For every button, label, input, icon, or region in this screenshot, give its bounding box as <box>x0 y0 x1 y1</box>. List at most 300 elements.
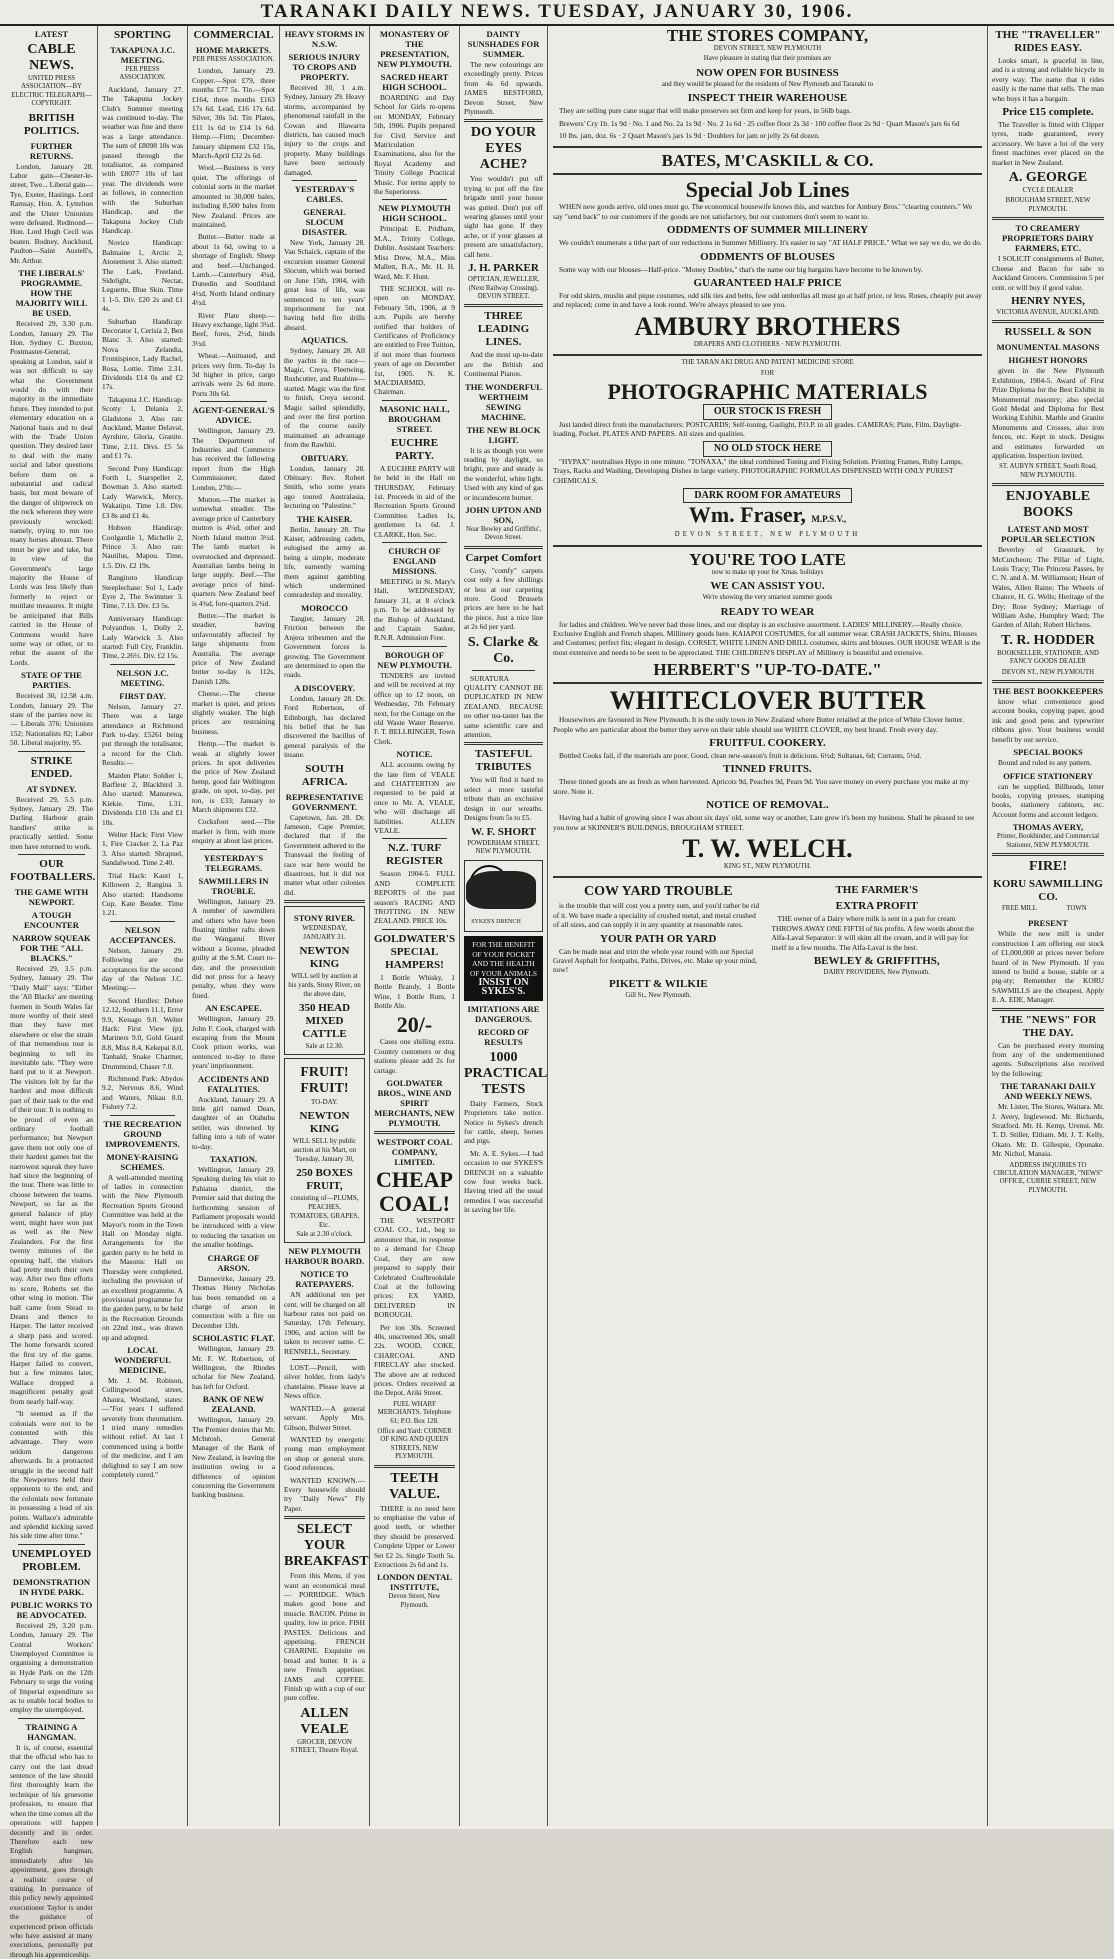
nyes-name: HENRY NYES, <box>1011 294 1085 307</box>
high-school-text: THE SCHOOL will re-open on MONDAY, February 5th, 1906, at 9 a.m. Pupils are hereby notified that holders of Certificates of Proficiency are entitled to Free Tuition, if not more than fourteen years of age on December 1st, 1905. N. K. MACDIARMID, Chairman. <box>374 283 455 397</box>
nelson-acceptances-heading: NELSON ACCEPTANCES. <box>109 924 176 945</box>
eyes-ache-heading: DO YOUR EYES ACHE? <box>470 125 537 173</box>
dark-room: DARK ROOM FOR AMATEURS <box>683 488 851 503</box>
columns <box>6 26 1108 1959</box>
column-shop-ads <box>460 26 548 1826</box>
stores-invite: and they would be pleased for the residents of New Plymouth and Taranaki to <box>661 80 874 88</box>
special-books: SPECIAL BOOKS <box>1013 747 1083 758</box>
obituary-text: London, January 28. Obituary: Rev. Robert Smith, who some years ago toured Australasia, lecturing on "Palestine." <box>284 463 365 511</box>
hobson-handicap: Hobson Handicap: Coolgardie 1, Michelle 2, Prince 3. Also ran: Nautilus, Mapou. Time, 1.5. Div. £2 19s. <box>102 523 183 570</box>
hyde-park-heading: DEMONSTRATION IN HYDE PARK. <box>12 1576 91 1597</box>
coal-prices: Per ton 30s. Screened 40s, unscreened 30s, small 22s. WOOD, COKE, CHARCOAL AND FIRECLAY also stocked. The above are at reduced prices. Orders received at the Depot, Ariki Street. <box>374 1322 455 1398</box>
british-politics-text: London, January 28. Labor gain—Chester-le-street, Twe... Liberal gain—Tye, Exeter, Hastings. Lord Ramsay, Hon. A. Lyttelton and the Ulster Unionists were defeated. Redmond—Hon. Lord Hugh Cecil was beaten. Bodney, Aucklund, Paulton—Saint Austell's, Mr. Arthur. <box>10 161 93 265</box>
ratepayers-heading: NOTICE TO RATEPAYERS. <box>295 1269 354 1290</box>
george-sub: CYCLE DEALER <box>1022 187 1074 195</box>
bookkeepers-heading: THE BEST BOOKKEEPERS <box>992 686 1104 697</box>
hamper-note: Cases one shilling extra. Country customers or dog stations please add 2s for cartage. <box>374 1037 455 1075</box>
stores-inspect: INSPECT THEIR WAREHOUSE <box>687 92 848 105</box>
too-late-sub: now to make up your for Xmas. holidays <box>711 568 824 576</box>
pianos-text: And the most up-to-date are the British and Continental Pianos. <box>464 350 543 379</box>
sacred-heart-heading: SACRED HEART HIGH SCHOOL. <box>380 72 449 92</box>
path-yard-heading: YOUR PATH OR YARD <box>600 932 717 945</box>
butter-ad <box>553 687 982 878</box>
books-sub: LATEST AND MOST POPULAR SELECTION <box>1001 524 1095 545</box>
bookkeepers-text: know what convenience good account books, copying paper, good ink and good pens and typewriter ribbons give. Your business would benefit by our service. <box>992 697 1104 744</box>
record-results-heading: RECORD OF RESULTS <box>477 1026 530 1047</box>
fruit-body: WILL SELL by public auction at his Mart, on Tuesday, January 30, <box>292 1137 357 1164</box>
russell-sub: MONUMENTAL MASONS <box>996 342 1100 353</box>
mutton-text: Mutton.—The market is somewhat steadier. The average price of Canterbury mutton is 4¼d, other and North Island mutton 3½d. The lamb market is overstocked and depressed. Australian lambs being in large supply. Beef.—The average price of hind-quarters New Zealand beef is 4¾d, fore-quarters 2¼d. <box>192 495 275 608</box>
agent-text: Wellington, January 29. The Department of Industries and Commerce has received the following report from the High Commissioner, dated London, 27th:— <box>192 426 275 492</box>
metals-text: London, January 29. Copper.—Spot £79, three months £77 5s. Tin.—Spot £164, three months £163 17s 6d. Lead, £16 17s 6d. Silver, 30s 5d. Tin Plates, £11 1s 6d to £14 1s 6d. Hemp.—Firm; December-January shipment £32 15s, March-April £32 2s 6d. <box>192 66 275 161</box>
sawmillers-text: Wellington, January 29. A number of sawmillers and others who have been floating timber rafts down the Wanganui River without a license, pleaded guilty at the S.M. Court to-day, and the prosecution did not press for a heavy penalty, when they were fined. <box>192 896 275 1000</box>
fraser-qualification: M.P.S.V., <box>811 514 847 525</box>
traveller-text: Looks smart, is graceful in line, and is a strong and reliable bicycle in every way. The name that it rides easily is the name that sells. The man who buys it has a bargain. <box>992 56 1104 103</box>
borough-text: TENDERS are invited and will be received at my office up to 12 noon, on Wednesday, 7th February next, for the Cottage on the old Waste Water Reserve. F. T. BELLRINGER, Town Clerk. <box>374 670 456 746</box>
assist-heading: WE CAN ASSIST YOU. <box>710 580 825 593</box>
photo-chemicals-text: "HYPAX" neutralises Hypo in one minute. "TONAXA," the ideal combined Toning and Fixing Solution. Printing Frames, Ruby Lamps, Trays, Racks and Washing, Developing Dishes in large variety. PHOTOGRAPHIC FORMULAS DISPENSED WITH ONLY PUREST CHEMICALS. <box>553 456 963 485</box>
hodder-sub: BOOKSELLER, STATIONER, AND FANCY GOODS DEALER <box>997 649 1099 666</box>
fraser-address: DEVON STREET, NEW PLYMOUTH <box>674 531 861 539</box>
whiteclover-text: Housewives are favoured in New Plymouth. It is the only town in New Zealand where Butter retailed at the price of White Clover butter. People who are particular about the butter they serve on their table should use WHITE CLOVER, my best brand. Fresh every day. <box>553 715 964 734</box>
stores-company-ad <box>553 26 982 148</box>
sacred-heart-text: BOARDING and Day School for Girls re-opens on MONDAY, February 5th, 1906. Pupils prepared for Civil Service and Matriculation Examinations, also for the Royal Academy and Trinity College Practical Music. For terms apply to the Superioress. <box>374 93 455 197</box>
latest-label: LATEST <box>34 29 69 39</box>
traveller-heading: THE "TRAVELLER" RIDES EASY. <box>995 29 1101 54</box>
sykes-imitations: IMITATIONS ARE DANGEROUS. <box>467 1003 540 1024</box>
koru-text: While the new mill is under construction I am offering our stock of £1,000,000 at prices never before heard of in New Plymouth. If you intend to build a house, stable or a pig-sty; Remember the KORU SAWMILLS are the cheapest. Apply E. A. EDE, Manager. <box>992 929 1104 1005</box>
half-price-heading: GUARANTEED HALF PRICE <box>693 277 842 290</box>
welter-hack: Welter Hack: First View 1, Fire Cracker 2, La Paz 3. Also started: Shrapnel, Sandalwood. Time 2.40. <box>102 830 183 868</box>
stores-prices-2: 10 lbs. jam, doz. 6s · 2 Quart Mason's jars 1s 9d · Doublers for jam or jelly 2s 6d dozen. <box>559 131 820 141</box>
liberal-programme-heading: THE LIBERALS' PROGRAMME. HOW THE MAJORITY WILL BE USED. <box>15 268 88 319</box>
column-notices <box>370 26 460 1826</box>
arson-heading: CHARGE OF ARSON. <box>207 1252 260 1273</box>
wool-text: Wool.—Business is very quiet. The offerings of colonial sorts in the market amounted to 30,000 bales, including 8,500 bales from New Zealand. Prices are maintained. <box>192 163 275 229</box>
tinned-text: These tinned goods are as fresh as when harvested. Apricots 9d, Peaches 9d, Pears 9d. You save money on every purchase you make at my store. Note it. <box>553 777 969 796</box>
kaiser-text: Berlin, January 28. The Kaiser, addressing cadets, eulogised the army as being a simple, moderate life, earnestly warning them against gambling which undermined comradeship and morality. <box>284 524 365 600</box>
sporting-credit: PER PRESS ASSOCIATION. <box>119 66 166 82</box>
injury-heading: SERIOUS INJURY TO CROPS AND PROPERTY. <box>288 52 361 82</box>
hangman-text: It is, of course, essential that the official who has to carry out the last dread sentence of the law should first thoroughly learn the technique of his gruesome profession, to ensure that when the time comes all the operations will happen decently and in order. Therefore each new English hangman, immediately after his appointment, goes through a realistic course of training. In pursuance of this policy newly appointed executioner Taylor is under the guidance of experienced prison officials who have assisted at many executions, personally put through his apprenticeship. <box>10 1742 93 1959</box>
obituary-heading: OBITUARY. <box>300 452 349 463</box>
rangitoto-handicap: Rangitoto Handicap Steeplechase: Sol 1, Lady Eyre 2, The Swimmer 3. Time, 7.13. Div. £3 5s. <box>102 573 183 611</box>
sawmillers-heading: SAWMILLERS IN TROUBLE. <box>198 875 269 896</box>
newton-king-name: NEWTON KING <box>299 945 350 971</box>
stores-sugar: They are selling pure cane sugar that will make preserves set firm and keep for years, in 56lb bags. <box>559 106 852 116</box>
extra-profit: EXTRA PROFIT <box>835 900 918 913</box>
column-cable-news <box>6 26 98 1959</box>
masthead: TARANAKI DAILY NEWS. TUESDAY, JANUARY 30, 1906. <box>0 0 1114 26</box>
goldwater-bros: GOLDWATER BROS., WINE AND SPIRIT MERCHANTS, NEW PLYMOUTH. <box>374 1078 455 1129</box>
london-dental-address: Devon Street, New Plymouth. <box>388 1593 441 1609</box>
traveller-text-2: The Traveller is fitted with Clipper tyres, trade guaranteed, every accessory. We have a lot of the very finest machines ever placed on the market in New Zealand. <box>992 120 1104 167</box>
nelson-text: Nelson, January 27. There was a large attendance at Richmond Park to-day. £5261 being put through the totalisator, a record for the Club. Results:— <box>102 701 183 768</box>
state-parties-text: Received 30, 12.58 a.m. London, January 29. The state of the parties now is:— Liberals 376; Unionists 152; Nationalists 82; Labor 50. Liberal majority, 95. <box>10 691 93 748</box>
novice-handicap: Novice Handicap: Balmaine 1, Arctic 2, Atonement 3. Also started: The Lark, Freeland, Sidelight, Nectar, Leguette, Blue Skin. Time 1 1-5. Div. £20 2s and £1 4s. <box>102 238 183 314</box>
public-works-heading: PUBLIC WORKS TO BE ADVOCATED. <box>10 1599 93 1620</box>
carpet-text: Cosy, "comfy" carpets cost only a few shillings or less at our carpeting store. Good Brussels prices are here to be had the piece. Just a nice line at 2s 6d per yard. <box>464 565 543 632</box>
stores-title: THE STORES COMPANY, <box>666 26 869 45</box>
photographic-materials: PHOTOGRAPHIC MATERIALS <box>607 379 928 405</box>
column-storms-ads <box>280 26 370 1826</box>
summer-millinery-heading: ODDMENTS OF SUMMER MILLINERY <box>666 224 869 237</box>
cow-yard-heading: COW YARD TROUBLE <box>583 884 733 900</box>
butter-text: Butter.—The market is steadier, having unfavourably affected by large shipments from Australia. The average price of New Zealand butter to-day is 112s, Danish 128s. <box>192 610 275 686</box>
taxation-heading: TAXATION. <box>209 1154 258 1165</box>
accidents-text: Auckland, January 29. A little girl named Dean, daughter of an Otahuhu settler, was drowned by falling into a tub of water to-day. <box>192 1094 275 1151</box>
parker-name: J. H. PARKER <box>468 262 539 275</box>
storms-text: Received 30, 1 a.m. Sydney, January 29. Heavy storms, accompanied by phenomenal rainfall in the Cowan and Illawarra districts, has caused much injury to the crops and property. Many buildings have been seriously damaged. <box>284 83 365 177</box>
scholastic-heading: SCHOLASTIC FLAT. <box>192 1333 275 1344</box>
recreation-text: A well-attended meeting of ladies in connection with the New Plymouth Recreation Sports Ground Committee was held at the Mayor's room in the Town Hall on Monday night. Arrangements for the garden party to be held in the Masonic Hall on Thursday were completed, including the provision of an excellent programme. A provisional programme for the garden party, to be held in the Recreation Grounds on 22nd inst., was drawn up and adopted. <box>102 1172 183 1342</box>
scholastic-text: Wellington, January 29. Mr. F. W. Robertson, of Wellington, the Rhodes scholar for New Zealand, has left for Oxford. <box>192 1344 275 1391</box>
discovery-heading: A DISCOVERY. <box>294 682 355 693</box>
maiden-plate: Maiden Plate: Soldier 1, Barfleur 2, Blackbird 3. Also started: Manurewa, Kiekie. Time, 1.31. Dividends £10 13s and £1 10s. <box>102 770 183 827</box>
tough-encounter-heading: A TOUGH ENCOUNTER <box>24 910 79 930</box>
liberal-programme-text: Received 29, 3.30 p.m. London, January 29. The Hon. Sydney C. Buxton, Postmaster-General, speaking at London, said it was not difficult to say what the Government would do with their majority in the immediate future. They intended to put elementary education on a National basis and to deal with the Trade Union question. They desired later to deal with the many social and labor questions before them on a substantial and radical basis, but most beware of the danger of shipwreck on the rock whereon they were previously wrecked; namely, trying to run too many horses abreast. There must be give and take, but in view of the Government's large majority the House of Lords was less likely than formerly to reject or mutilate measures. It might be anticipated that Bills carried in the House of Commons would have some way or other, or to rebut the assent of the Lords. <box>10 319 93 667</box>
job-lines-text: WHEN new goods arrive, old ones must go. The economical housewife knows this, and watches for Ambury Bros.' "clearing counters." We say "send back" to our customers if the goods are not satisfactory, but our customers don't seem to want to. <box>553 202 973 221</box>
masonic-hall-heading: MASONIC HALL, BROUGHAM STREET. <box>379 403 450 434</box>
assist-sub: We're showing the very smartest summer goods <box>702 594 833 602</box>
takapuna-handicap: Takapuna J.C. Handicap: Scotty 1, Delania 2, Gladstone 3. Also ran: Auckland, Master Delaval, Ayrshire, Gloria, Granite. Time, 2.11. Divs. £5 5s and £1 7s. <box>102 394 183 461</box>
boxes-fruit: 250 BOXES FRUIT, <box>296 1167 353 1193</box>
euchre-party-heading: EUCHRE PARTY. <box>390 436 439 462</box>
short-name: W. F. SHORT <box>471 825 536 838</box>
unemployed-heading: UNEMPLOYED PROBLEM. <box>11 1547 92 1573</box>
news-title: THE TARANAKI DAILY AND WEEKLY NEWS. <box>1000 1081 1096 1102</box>
sykes-drench-ad <box>464 860 543 932</box>
butter-market-text: Butter.—Butter trade at about 1s 6d, owing to a shortage of English. Sheep and beef.—Unchanged. Lamb.—Canterbury 4¾d, Dunedin and Southland 4½d, North Island ordinary 4½d. <box>192 232 275 308</box>
unemployed-text: Received 29, 3.20 p.m. London, January 29. The Central Workers' Unemployed Committee is organising a demonstration in Hyde Park on the 12th February to urge the voting of Imperial expenditure so as to enable local bodies to employ the unemployed. <box>10 1620 93 1715</box>
breakfast-heading: SELECT YOUR BREAKFAST <box>284 1522 369 1570</box>
medicine-heading: LOCAL WONDERFUL MEDICINE. <box>114 1344 171 1375</box>
creamery-heading: TO CREAMERY PROPRIETORS DAIRY FARMERS, ETC. <box>1002 223 1094 254</box>
suburban-handicap: Suburban Handicap: Decorator 1, Cerisia 2, Ben Blanc 3. Also started: Nova Zelandia, Frontispiece, Lady Rachel, Rosa, Lottie. Time 2.31. Dividends £14 0s and £2 17s. <box>102 316 183 392</box>
slocum-heading: GENERAL SLOCUM DISASTER. <box>301 207 348 238</box>
narrow-squeak-heading: NARROW SQUEAK FOR THE "ALL BLACKS." <box>12 933 91 963</box>
slocum-text: New York, January 28. Van Schaick, captain of the excursion steamer General Slocum, which was burned on June 15th, 1904, with great loss of life, was sentenced to ten years' imprisonment for not having held fire drills aboard. <box>284 238 365 332</box>
recreation-ground-heading: THE RECREATION GROUND IMPROVEMENTS. <box>103 1118 182 1149</box>
books-heading: ENJOYABLE BOOKS <box>1005 489 1091 521</box>
sykes-testimonial: Mr. A. E. Sykes.—I had occasion to use SYKES'S DRENCH on a valuable cow four weeks back. Having tried all the usual remedies I was successful in saving her life. <box>464 1148 543 1215</box>
borough-heading: BOROUGH OF NEW PLYMOUTH. <box>377 649 452 670</box>
cookery-text: Bottled Cooks fail, if the materials are poor. Good, clean new-season's fruit is delicious. 6½d; Sultanas, 6d; Currants, 5½d. <box>559 751 922 760</box>
fruit-date: TO-DAY. <box>311 1098 338 1107</box>
news-text: Can be purchased every morning from any of the undermentioned agents. Subscriptions also received by the following: <box>992 1040 1104 1078</box>
welch-address: KING ST., NEW PLYMOUTH. <box>723 863 812 871</box>
sunshades-text: The new colourings are exceedingly pretty. Prices from 4s 6d upwards. JAMES BESTFORD, Devon Street, New Plymouth. <box>464 60 543 117</box>
photo-for: FOR <box>760 369 775 377</box>
takapuna-text: Auckland, January 27. The Takapuna Jockey Club's Summer meeting was continued to-day. The weather was fine and there was a large attendance. The sum of £8098 10s was passed through the totalisator, as compared with £8077 10s of last year. The dividends were as follows, in connection with the Suburban Handicap, and the Takapuna Jockey Club Handicap. <box>102 84 183 235</box>
first-day-heading: FIRST DAY. <box>119 690 166 701</box>
farmer-ad <box>772 881 983 1002</box>
tinned-fruits: TINNED FRUITS. <box>723 763 812 776</box>
teeth-text: THERE is no need here to emphasise the value of good teeth, or whether they should be preserved. Complete Upper or Lower Set £2 2s. Single Tooth 5s. Extractions 2s 6d and 1s. <box>374 1503 455 1570</box>
classified-wanted-employment: WANTED by energetic young man employment on shop or general store. Good references. <box>284 1434 365 1473</box>
state-parties-heading: STATE OF THE PARTIES. <box>21 670 82 691</box>
path-yard-text: Can be made neat and trim the whole year round with our Special Gravel Asphalt for footpaths, Paths, Drives, etc. Make up your mind, now! <box>553 946 757 975</box>
aquatics-heading: AQUATICS. <box>301 335 348 346</box>
agent-general-heading: AGENT-GENERAL'S ADVICE. <box>192 405 275 426</box>
special-books-text: Bound and ruled to any pattern. <box>998 758 1092 768</box>
tasteful-heading: TASTEFUL TRIBUTES <box>474 748 533 774</box>
anniversary-handicap: Anniversary Handicap: Polyanthus 1, Dolly 2, Lady Warwick 3. Also started: Full Cry, Franklin. Time, 2.26½. Div. £2 15s. <box>102 613 183 661</box>
london-dental-heading: LONDON DENTAL INSTITUTE, <box>376 1572 453 1593</box>
second-hurdles: Second Hurdles: Dehee 12.12, Southern 11.1, Error 9.9, Kenago 9.0. Welter Hack: First View (p), Mariners 9.0, Gold Guard 8.8, Miss 8.4, Kekepai 8.0, Tanbald, Snake Charmer, Drummond, Chaser 7.0. <box>102 995 183 1071</box>
short-address: POWDERHAM STREET, NEW PLYMOUTH. <box>467 839 540 855</box>
pikett-address: Gill St., New Plymouth. <box>625 991 692 999</box>
news-footer: ADDRESS INQUIRIES TO CIRCULATION MANAGER, "NEWS" OFFICE, CURRIE STREET, NEW PLYMOUTH. <box>993 1161 1103 1194</box>
office-stationery: OFFICE STATIONERY <box>1003 770 1093 781</box>
fire-heading: FIRE! <box>1028 858 1068 874</box>
stony-river-heading: STONY RIVER. <box>293 913 356 924</box>
millinery-text: We couldn't enumerate a tithe part of our reductions in Summer Millinery. It's easier to say "AT HALF PRICE." What we say we do, we do do. <box>559 238 982 248</box>
bewley-name: BEWLEY & GRIFFITHS, <box>813 955 940 968</box>
yesterdays-cables-heading: YESTERDAY'S CABLES. <box>294 184 355 205</box>
stores-address: DEVON STREET, NEW PLYMOUTH <box>713 45 822 52</box>
church-text: MEETING in St. Mary's Hall, WEDNESDAY, January 31, at 8 o'clock p.m. To be addressed by the Bishop of Auckland, and Captain Sasker, R.N.R. Admission Free. <box>374 577 455 643</box>
column-right-ads <box>988 26 1108 1826</box>
fruitful-cookery: FRUITFUL COOKERY. <box>709 737 826 749</box>
column-sporting <box>98 26 188 1826</box>
trial-hack: Trial Hack: Kauri 1, Killowen 2, Rangina 3. Also started: Handsome Cup, Kate Bender. Time 1.21. <box>102 870 183 918</box>
removal-heading: NOTICE OF REMOVAL. <box>706 799 829 812</box>
avery-sub: Printer, Bookbinder, and Commercial Stationer, NEW PLYMOUTH. <box>997 833 1099 849</box>
notice-text: ALL accounts owing by the late firm of VEALE and CHATTERTON are requested to be paid at once to Mr. A. VEALE, who will discharge all liabilities. ALLEN VEALE. <box>374 760 455 835</box>
strike-text: Received 29, 5.5 p.m. Sydney, January 29. The Darling Harbour grain handlers' strike is practically settled. Some men have returned to work. <box>10 794 93 851</box>
hodder-address: DEVON ST., NEW PLYMOUTH <box>1001 668 1095 676</box>
drug-store-name: THE TARAN AKI DRUG AND PATENT MEDICINE STORE <box>681 359 854 367</box>
monastery-heading: MONASTERY OF THE PRESENTATION, NEW PLYMOUTH. <box>377 29 452 69</box>
koru-free-mill: FREE MILL <box>1002 904 1037 912</box>
turf-register-heading: N.Z. TURF REGISTER <box>386 842 443 868</box>
arson-text: Dannevirke, January 29. Thomas Henry Nicholas has been remanded on a charge of arson in connection with a fire on December 13th. <box>192 1273 275 1330</box>
cable-credit: UNITED PRESS ASSOCIATION—BY ELECTRIC TELEGRAPH—COPYRIGHT. <box>11 75 92 108</box>
news-for-day: THE "NEWS" FOR THE DAY. <box>999 1013 1097 1039</box>
newport-text-2: "It seemed as if the colonials were not to be contented with this advantage. They were seldom dangerous afterwards. In a protracted struggle in the second half the Newporters held their opponents to the end, and the colonials now fortunate in possessing a lead of six points. Wallace's admirable and splendid kicking saved his side time after time." <box>10 1409 93 1541</box>
ratepayers-text: AN additional ten per cent. will be charged on all harbour rates not paid on Saturday, 17th February, 1906, and action will be taken to recover same. C. RENNELL, Secretary. <box>284 1290 365 1356</box>
turf-register-text: Season 1904-5. FULL AND COMPLETE REPORTS of the past season's RACING AND TROTTING IN NEW ZEALAND. PRICE 10s. <box>374 869 455 926</box>
three-lines-heading: THREE LEADING LINES. <box>477 310 530 349</box>
cow-yard-text: is the trouble that will cost you a pretty sum, and you'd rather be rid of it. We have made a speciality of crushed metal, and metal crushed of all sizes, and can supply it in any quantity at reasonable rates. <box>553 901 760 930</box>
wide-advertisements <box>548 26 988 1826</box>
bank-heading: BANK OF NEW ZEALAND. <box>202 1394 265 1415</box>
teeth-value-heading: TEETH VALUE. <box>389 1470 440 1502</box>
farmer-text: THE owner of a Dairy where milk is sent in a pan for cream THROWS AWAY ONE FIFTH of his profits. A few words about the Alfa-Laval Separator: it will skim all the cream, and it will pay for itself in a few months. The Alfa-Laval is the best. <box>771 914 975 952</box>
wertheim-heading: THE WONDERFUL WERTHEIM SEWING MACHINE. <box>465 381 542 422</box>
hamper-contents: 1 Bottle Whisky, 1 Bottle Brandy, 1 Bottle Wine, 1 Bottle Rum, 1 Bottle Ale. <box>374 972 455 1011</box>
cheap-coal-heading: CHEAP COAL! <box>376 1167 453 1217</box>
half-price-text: For odd skirts, muslin and pique costumes, odd silk ties and belts, few odd umbrellas all must go at half price, or less. Roses, cheaply put away and replaced; come in and have a look round. We're always pleased to see you. <box>553 291 982 310</box>
stores-pleasure: Have pleasure in stating that their premises are <box>703 55 832 63</box>
cow-yard-ad <box>553 881 764 1002</box>
blouses-heading: ODDMENTS OF BLOUSES <box>700 250 835 263</box>
too-late-heading: YOU'RE TOO LATE <box>689 549 846 569</box>
escapee-text: Wellington, January 29. John F. Cook, charged with escaping from the Mount Cook prison works, was sentenced to-day to three years' imprisonment. <box>192 1014 275 1071</box>
strike-ended-heading: STRIKE ENDED. <box>30 754 73 780</box>
medicine-text: Mr. J. M. Robison, Collingwood street, Ahaura, Westland, states:—"For years I suffered severely from rheumatism. I tried many remedies without relief. At last I commenced using a bottle of the medicine, and I am delighted to say I am now completely cured." <box>102 1375 183 1479</box>
fruit-ad <box>284 1058 365 1243</box>
discovery-text: London, January 28. Dr. Ford Robertson, of Edinburgh, has declared his belief that he has discovered the bacillus of general paralysis of the insane. <box>284 693 365 760</box>
taxation-text: Wellington, January 29. Speaking during his visit to Pahiatua district, the Premier said that during the forthcoming session of Parliament proposals would be introduced with a view to reducing the taxation on the smaller holdings. <box>192 1165 275 1250</box>
cow-illustration <box>466 871 536 909</box>
traveller-price: Price £15 complete. <box>1002 106 1094 119</box>
stock-fresh: OUR STOCK IS FRESH <box>703 404 832 419</box>
richmond-park: Richmond Park: Abydos 9.2, Nervous 8.6, Wind and Waters, Nikau 8.0, Fishery 7.2. <box>102 1074 183 1112</box>
ambury-brothers: AMBURY BROTHERS <box>634 311 901 341</box>
russell-address: ST. AUBYN STREET, South Road, NEW PLYMOUTH. <box>999 463 1097 479</box>
goldwater-heading: GOLDWATER'S SPECIAL HAMPERS! <box>374 932 456 971</box>
south-africa-heading: SOUTH AFRICA. <box>301 762 348 788</box>
block-light-heading: THE NEW BLOCK LIGHT. <box>466 424 541 445</box>
representative-heading: REPRESENTATIVE GOVERNMENT. <box>285 791 364 812</box>
russell-name: RUSSELL & SON <box>1004 326 1092 339</box>
nyes-address: VICTORIA AVENUE, AUCKLAND. <box>996 308 1100 316</box>
ambury-subtitle: DRAPERS AND CLOTHIERS · NEW PLYMOUTH. <box>693 340 842 348</box>
kaiser-heading: THE KAISER. <box>296 513 353 524</box>
sykes-line-3: INSIST ON SYKES'S. <box>478 976 529 998</box>
george-name: A. GEORGE <box>1008 170 1088 186</box>
stores-open: NOW OPEN FOR BUSINESS <box>696 66 839 79</box>
practical-tests: 1000 PRACTICAL TESTS <box>464 1049 548 1097</box>
westport-heading: WESTPORT COAL COMPANY, LIMITED. <box>376 1137 453 1168</box>
newton-king-name-2: NEWTON KING <box>299 1110 350 1136</box>
allen-veale-address: GROCER, DEVON STREET, Theatre Royal. <box>290 1738 359 1755</box>
sporting-heading: SPORTING <box>113 29 172 41</box>
bank-text: Wellington, January 29. The Premier denies that Mr. McIntosh, General Manager of the Bank of New Zealand, is leaving the institution owing to a difference of opinion concerning the Government banking business. <box>192 1415 275 1500</box>
morocco-heading: MOROCCO <box>301 602 348 613</box>
photo-stock-text: Just landed direct from the manufacturers: POSTCARDS; Self-toning, Gaslight, P.O.P. in all grades. CAMERAS; Plate, Film, Daylight-loading, Pocket. PLATES AND PAPERS. All sizes and qualities. <box>553 419 962 438</box>
sykes-title: SYKES'S DRENCH <box>471 918 521 925</box>
classified-lost: LOST.—Pencil, with silver holder, from lady's chatelaine. Please leave at News office. <box>284 1363 365 1401</box>
office-stationery-text: can be supplied. Billheads, letter books, copying presses, stamping books, stationery cabinets, etc. Account forms and account ledgers. <box>992 781 1104 819</box>
breakfast-text: From this Menu, if you want an economical meal— PORRIDGE. Which makes good bone and muscle. BACON. Prime in quality, low in price. FISH PASTES. Delicious and appetising. FRENCH CHARINE. Exquisite on bread and butter. It is a new French appetiser. JAMS and COFFEE. Finish up with a cup of our pure coffee. <box>284 1571 365 1703</box>
fruit-list: consisting of—PLUMS, PEACHES, TOMATOES, GRAPES, Etc. <box>289 1194 360 1230</box>
koru-town: TOWN <box>1066 904 1087 912</box>
removal-text: Having had a habit of growing since I was about six days' old, some way or another, Late grew it's been my business. Shall be pleased to see you now at SKINNER'S BUILDINGS, BROUGHAM STREET. <box>553 813 975 832</box>
news-agents: Mr. Lister, The Stores, Waitara. Mr. J. Avery, Inglewood. Mr. Richards, Stratford. Mr. H. Kemp, Urenui. Mr. T. D. Stiller, Eltham. Mr. J. T. Kelly, Okato. Mr. D. Gillespie, Opunake. Mr. Nichol, Manaia. <box>992 1102 1104 1159</box>
welch-name: T. W. WELCH. <box>682 834 853 864</box>
cheese-text: Cheese.—The cheese market is quiet, and prices slightly weaker. The high prices are restraining business. <box>192 689 275 736</box>
hamper-price: 20/- <box>396 1012 433 1038</box>
bates-ad <box>553 151 982 175</box>
fuel-merchants: FUEL WHARF MERCHANTS. Telephone 61; P.O. Box 128. <box>377 1400 452 1425</box>
pikett-name: PIKETT & WILKIE <box>608 977 708 990</box>
telegrams-heading: YESTERDAY'S TELEGRAMS. <box>203 852 264 873</box>
nelson-heading: NELSON J.C. MEETING. <box>116 667 169 688</box>
special-job-lines: Special Job Lines <box>685 177 850 203</box>
footballers-heading: OUR FOOTBALLERS. <box>10 858 96 883</box>
accidents-heading: ACCIDENTS AND FATALITIES. <box>198 1073 269 1094</box>
russell-text: given in the New Plymouth Exhibition, 1904-5. Award of First Prize Diploma for the Best Exhibit in Monumental masonry; also special Gold Medal and Diploma for Best Working Exhibit. Marble and Granite Monuments and Crosses, also iron fences, etc. Kept in stock. Designs and estimates forwarded on application. Inspection invited. <box>992 366 1104 460</box>
euchre-text: A EUCHRE PARTY will be held in the Hall on THURSDAY, February 1st. Proceeds in aid of the Recreation Sports Ground Committee. Ladies 1s, gentlemen 1s 6d. J. CLARKE, Hon. Sec. <box>374 463 455 539</box>
creamery-text: I SOLICIT consignments of Butter, Cheese and Bacon for sale to Auckland Grocers. Commission 5 per cent. or will buy if good value. <box>992 254 1104 292</box>
british-politics-heading: BRITISH POLITICS. <box>23 111 80 137</box>
notice-heading: NOTICE. <box>396 749 433 760</box>
fraser-name <box>553 503 982 531</box>
tasteful-text: You will find it hard to select a more tasteful tribute than an exclusive design in our wreaths. Designs from 5s to £5. <box>464 775 543 823</box>
bates-title: BATES, M'CASKILL & CO. <box>661 151 874 171</box>
clarke-name: S. Clarke & Co. <box>467 634 540 666</box>
river-plate-text: River Plate sheep.—Heavy exchange, light 3¾d. Beef, fores, 2½d, hinds 3½d. <box>192 310 275 348</box>
at-sydney-heading: AT SYDNEY. <box>26 783 77 794</box>
hodder-name: T. R. HODDER <box>1001 632 1095 648</box>
hangman-heading: TRAINING A HANGMAN. <box>25 1721 78 1742</box>
newport-text: Received 29, 3.5 p.m. Sydney, January 29. The "Daily Mail" says: "Either the 'All Blacks' are meeting foemen in South Wales far more worthy of their steel than they have met elsewhere or else the strain of that tremendous tour is beginning to tell its inevitable tale. "They were hard put to it at Newport. The visitors felt by far the hardest and most difficult part of their task to the end of their tour. It is nothing to be proud of even an ordinary football performance; but Newport gave them not only one of their hardest games but the narrowest squeak they have had since the beginning of the tour. There was little to choose between the teams. Newport, so far as the general balance of play went, might have won just as well as the New Zealanders. For the first twenty minutes of the opening half, the visitors had pretty much their own way. After two fine efforts to score, Roberts set the other wing in motion. The ball came from Stead to Deans and thence to Harper. The latter received a sharp pass and scored. The home forwards scored the first try of the game. Harper failed to convert, but a few minutes later, Wallace dropped a magnificent penalty goal from nearly half-way. <box>10 964 93 1406</box>
takapuna-heading: TAKAPUNA J.C. MEETING. <box>110 45 175 65</box>
acceptances-text: Nelson, January 29. Following are the acceptances for the second day of the Nelson J.C. Meeting:— <box>102 945 183 993</box>
pony-handicap: Second Pony Handicap: Forth 1, Starspeller 2, Bowman 3. Also started: Lady Warwick, Mercy, Wakatipu. Time 1.8. Div. £3 8s and £1 4s. <box>102 463 183 520</box>
sykes-line-1: FOR THE BENEFIT OF YOUR POCKET <box>472 940 535 959</box>
wheat-text: Wheat.—Animated, and prices very firm. To-day 1s 3d higher in price, cargo arrivals were 2s 6d more. Ports 30s 6d. <box>192 351 275 398</box>
money-raising-heading: MONEY-RAISING SCHEMES. <box>106 1151 179 1172</box>
allen-veale-name: ALLEN VEALE <box>300 1705 349 1737</box>
bottom-ads <box>553 881 982 1002</box>
block-light-text: It is as though you were reading by daylight, so bright, pure and steady is the wonderful, white light. Used with any kind of gas or incandescent burner. <box>464 445 543 502</box>
morocco-text: Tangier, January 28. Friction between the Anjera tribesmen and the Government forces is growing. The Government are determined to open the roads. <box>284 613 365 680</box>
no-old-stock: NO OLD STOCK HERE <box>703 441 832 456</box>
stores-prices-1: Brewers' Cry 1b. 1s 9d · No. 1 and No. 2a 1s 9d · No. 2 1s 6d · 25 coffee floor 2s 3d · 100 coffee floor 2s 9d · Quart Mason's jars 6s 6d <box>559 118 960 128</box>
classified-wanted-servant: WANTED.—A general servant. Apply Mrs. Gibson, Bulwer Street. <box>284 1403 365 1432</box>
harbour-board-heading: NEW PLYMOUTH HARBOUR BOARD. <box>284 1246 365 1267</box>
farmer-heading: THE FARMER'S <box>835 884 919 897</box>
home-markets-heading: HOME MARKETS. <box>196 45 271 55</box>
coal-office: Office and Yard: CORNER OF KING AND QUEEN STREETS, NEW PLYMOUTH. <box>377 1428 452 1461</box>
hemp-text: Hemp.—The market is weak at slightly lower prices. In spot deliveries the price of New Zealand hemp, good fair Wellington grade, on spot, to-day, per ton, is £33; January to March shipments £32. <box>192 739 275 815</box>
suratura-text: SURATURA QUALITY CANNOT BE DUPLICATED IN NEW ZEALAND. BECAUSE no other tea-taster has the same scientific care and attention. <box>464 673 543 740</box>
commercial-heading: COMMERCIAL <box>193 29 274 41</box>
koru-heading: KORU SAWMILLING CO. <box>993 877 1103 903</box>
fruit-heading: FRUIT! FRUIT! <box>300 1065 349 1097</box>
high-school-staff: Principal: E. Pridham, M.A., Trinity College, Dublin. Assistant Teachers: Miss Drew, M.A., Miss Mallett, B.A., Mr. H. H. Ward, Mr. F. Hunt. <box>374 224 455 281</box>
column-commercial <box>188 26 280 1826</box>
bewley-sub: DAIRY PROVIDERS, New Plymouth. <box>823 969 930 977</box>
ready-to-wear: READY TO WEAR <box>720 605 815 618</box>
upton-address: Near Bewley and Griffiths', Devon Street. <box>465 525 542 542</box>
sykes-notice: Dairy Farmers, Stock Proprietors take notice. Notice in Sykes's drench for cattle, sheep, horses and pigs. <box>464 1098 543 1146</box>
avery-name: THOMAS AVERY, <box>1012 822 1084 833</box>
carpet-comfort-heading: Carpet Comfort <box>465 551 542 564</box>
stony-river-ad <box>284 906 365 1055</box>
stony-river-body: WILL sell by auction at his yards, Stony River, on the above date, <box>288 972 361 999</box>
cocksfoot-text: Cocksfoot seed.—The market is firm, with more enquiry at about last prices. <box>192 817 275 846</box>
storms-heading: HEAVY STORMS IN N.S.W. <box>284 29 365 49</box>
photographic-ad <box>553 359 982 546</box>
upton-name: JOHN UPTON AND SON, <box>465 504 542 525</box>
koru-present: PRESENT <box>1028 918 1068 929</box>
sykes-line-2: AND THE HEALTH OF YOUR ANIMALS <box>469 959 538 978</box>
fruit-time: Sale at 2.30 o'clock. <box>296 1230 353 1239</box>
herberts: HERBERT'S "UP-TO-DATE." <box>653 660 882 680</box>
south-africa-text: Capetown, Jan. 28. Dr. Jameson, Cape Premier, declared that if the Government adhered to the Transvaal the feeling of race war here would be disastrous, but it did not matter what other colonies did. <box>284 812 365 897</box>
george-address: BROUGHAM STREET, NEW PLYMOUTH. <box>1005 197 1091 213</box>
fraser-name-text: Wm. Fraser, <box>688 502 806 528</box>
aquatics-text: Sydney, January 28. All the yachts in the race—Magic, Creya, Fleetwing, Rushcutter, and Ruahine—started. Magic was the first to finish, Creya second. Magic sailed splendidly, and over the first portion of the course easily maintained an advantage from the Rawhiti. <box>284 346 365 450</box>
high-school-heading: NEW PLYMOUTH HIGH SCHOOL. <box>378 203 451 224</box>
cable-news-title: CABLE NEWS. <box>27 42 76 73</box>
commercial-credit: PER PRESS ASSOCIATION. <box>192 56 275 63</box>
whiteclover-heading: WHITECLOVER BUTTER <box>609 686 926 716</box>
ready-to-wear-text: for ladies and children. We've never had these lines, and our display is an exclusive assortment. LADIES' MILLINERY.—Really choice. Exclusive English and French shapes. Millinery goods here. KAIAPOI COSTUMES, for all summer wear. CRASH JACKETS, Shirts, Blouses and Costumes; perfect fits; elegant in design. CORSET, WHITE LINEN AND DRILL costumes, skirts and blouses. OUR HOUSE WEAR is the most extensive and needs to be seen to be appreciated. THE CHILDREN'S DISPLAY of Millinery is beautiful and extensive. <box>553 619 981 657</box>
parker-address: OPTICIAN, JEWELLER, (Next Railway Crossing), DEVON STREET. <box>467 276 540 300</box>
stony-river-time: Sale at 12.30. <box>305 1042 344 1051</box>
church-missions-heading: CHURCH OF ENGLAND MISSIONS. <box>388 546 441 577</box>
classified-wanted-known: WANTED KNOWN.—Every housewife should try "Daily News" Fly Paper. <box>284 1475 365 1513</box>
too-late-ad <box>553 550 982 684</box>
mixed-cattle: 350 HEAD MIXED CATTLE <box>298 1002 351 1041</box>
ambury-ad <box>553 178 982 356</box>
